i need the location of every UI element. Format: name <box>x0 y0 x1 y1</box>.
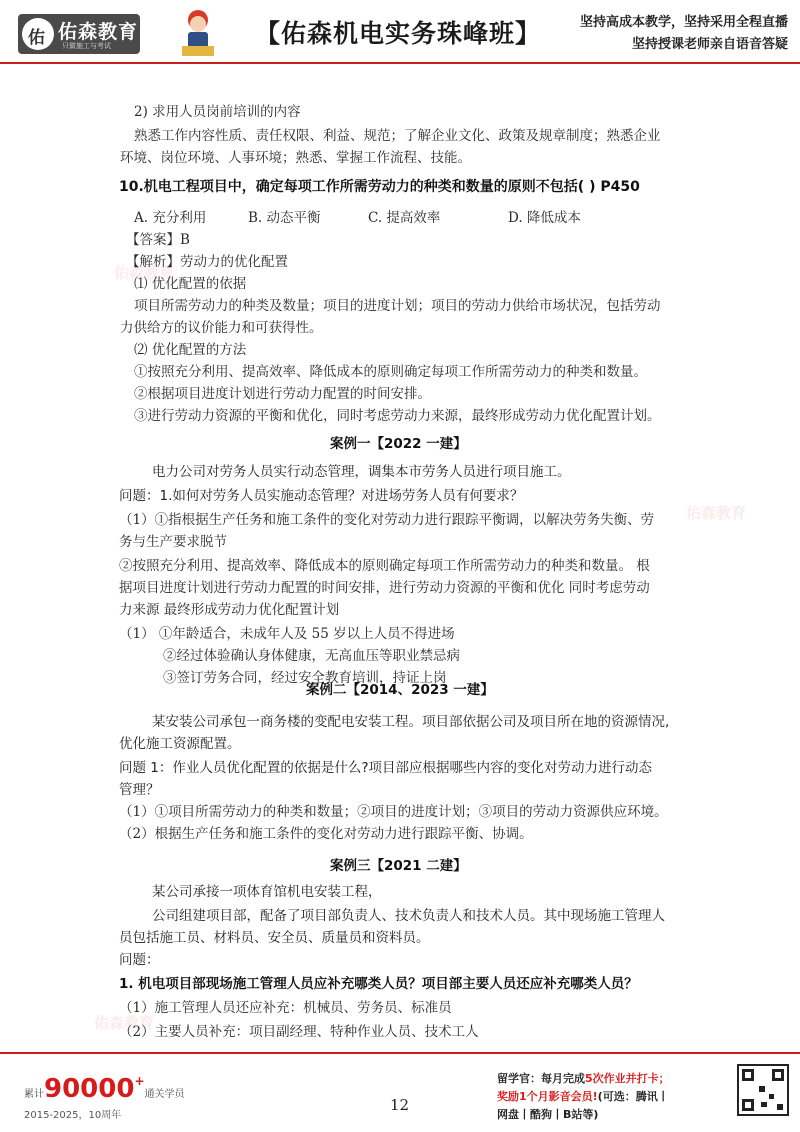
question-10: 10.机电工程项目中，确定每项工作所需劳动力的种类和数量的原则不包括( ) P450 <box>119 179 640 195</box>
promo-text: (可选：腾讯丨 <box>597 1090 669 1103</box>
list-item: ①按照充分利用、提高效率、降低成本的原则确定每项工作所需劳动力的种类和数量。 <box>134 364 647 380</box>
paragraph: 力来源 最终形成劳动力优化配置计划 <box>119 602 340 618</box>
brand-logo <box>18 14 140 54</box>
promo-highlight: 5次作业并打卡； <box>585 1072 670 1085</box>
paragraph: 环境、岗位环境、人事环境；熟悉、掌握工作流程、技能。 <box>120 150 471 166</box>
slogan-line-2: 坚持授课老师亲自语音答疑 <box>631 37 788 52</box>
students-prefix: 累计 <box>24 1089 44 1100</box>
case-1-title: 案例一【2022 一建】 <box>330 436 467 452</box>
students-number: 90000 <box>44 1074 135 1104</box>
promo-line-1 <box>497 1070 670 1086</box>
promo-text: 留学官：每月完成 <box>497 1072 585 1085</box>
answer: 【答案】B <box>126 232 190 248</box>
years-label: 2015-2025，10周年 <box>24 1110 122 1121</box>
list-item: （2）主要人员补充：项目副经理、特种作业人员、技术工人 <box>119 1024 479 1040</box>
header-divider <box>0 62 800 64</box>
watermark: 佑森教育 <box>686 504 747 522</box>
list-item: ③进行劳动力资源的平衡和优化，同时考虑劳动力来源，最终形成劳动力优化配置计划。 <box>134 408 661 424</box>
paragraph: 某公司承接一项体育馆机电安装工程， <box>152 884 382 900</box>
promo-line-2 <box>497 1088 669 1104</box>
students-plus: + <box>134 1074 145 1088</box>
option-b: B. 动态平衡 <box>248 210 321 226</box>
analysis-subheading: ⑴ 优化配置的依据 <box>134 276 247 292</box>
case-2-title: 案例二【2014、2023 一建】 <box>306 682 494 698</box>
qr-code-icon <box>737 1064 789 1116</box>
paragraph: 某安装公司承包一商务楼的变配电安装工程。项目部依据公司及项目所在地的资源情况, <box>152 714 670 730</box>
paragraph: （1）①指根据生产任务和施工条件的变化对劳动力进行跟踪平衡调，以解决劳务失衡、劳 <box>119 512 655 528</box>
list-item: （1）①项目所需劳动力的种类和数量；②项目的进度计划；③项目的劳动力资源供应环境。 <box>119 804 668 820</box>
students-suffix: 通关学员 <box>144 1089 185 1100</box>
paragraph: 项目所需劳动力的种类及数量；项目的进度计划；项目的劳动力供给市场状况，包括劳动 <box>134 298 661 314</box>
logo-text: 佑森教育 <box>58 21 139 43</box>
paragraph: 务与生产要求脱节 <box>119 534 227 550</box>
document-body <box>0 66 800 1046</box>
logo-subtitle: 只做施工与考试 <box>62 42 111 50</box>
watermark: 佑森教育 <box>114 264 175 282</box>
list-item: （1） ①年龄适合，未成年人及 55 岁以上人员不得进场 <box>119 626 455 642</box>
paragraph: 力供给方的议价能力和可获得性。 <box>120 320 323 336</box>
page-footer <box>0 1052 800 1132</box>
question: 问题 1：作业人员优化配置的依据是什么?项目部应根据哪些内容的变化对劳动力进行动态 <box>119 760 653 776</box>
list-item: ②经过体验确认身体健康，无高血压等职业禁忌病 <box>163 648 460 664</box>
paragraph: ②按照充分利用、提高效率、降低成本的原则确定每项工作所需劳动力的种类和数量。 根 <box>119 558 650 574</box>
list-item: （2）根据生产任务和施工条件的变化对劳动力进行跟踪平衡、协调。 <box>119 826 533 842</box>
question: 管理？ <box>119 782 160 798</box>
analysis-subheading: ⑵ 优化配置的方法 <box>134 342 247 358</box>
paragraph: 电力公司对劳务人员实行动态管理，调集本市劳务人员进行项目施工。 <box>152 464 571 480</box>
logo-seal-icon <box>22 18 54 50</box>
paragraph: 据项目进度计划进行劳动力配置的时间安排，进行劳动力资源的平衡和优化 同时考虑劳动 <box>119 580 650 596</box>
option-c: C. 提高效率 <box>368 210 441 226</box>
question: 1. 机电项目部现场施工管理人员应补充哪类人员？项目部主要人员还应补充哪类人员？ <box>119 976 638 992</box>
paragraph: 熟悉工作内容性质、责任权限、利益、规范；了解企业文化、政策及规章制度；熟悉企业 <box>134 128 661 144</box>
list-item: （1）施工管理人员还应补充：机械员、劳务员、标准员 <box>119 1000 452 1016</box>
analysis-heading: 【解析】劳动力的优化配置 <box>126 254 288 270</box>
option-a: A. 充分利用 <box>134 210 207 226</box>
paragraph: 员包括施工员、材料员、安全员、质量员和资料员。 <box>119 930 430 946</box>
list-item: ③签订劳务合同，经过安全教育培训，持证上岗 <box>163 670 447 686</box>
paragraph: 公司组建项目部，配备了项目部负责人、技术负责人和技术人员。其中现场施工管理人 <box>152 908 665 924</box>
watermark: 佑森教育 <box>94 1014 155 1032</box>
page-number: 12 <box>390 1096 410 1114</box>
option-d: D. 降低成本 <box>508 210 581 226</box>
students-count <box>24 1074 185 1104</box>
paragraph: 优化施工资源配置。 <box>119 736 241 752</box>
footer-divider <box>0 1052 800 1054</box>
header-title: 【佑森机电实务珠峰班】 <box>255 19 542 48</box>
list-item: ②根据项目进度计划进行劳动力配置的时间安排。 <box>134 386 431 402</box>
promo-highlight: 奖励1个月影音会员! <box>497 1090 598 1103</box>
section-heading: 2) 求用人员岗前培训的内容 <box>134 104 301 120</box>
question-label: 问题： <box>119 952 160 968</box>
logo-seal-char: 佑 <box>28 28 45 48</box>
question: 问题：1.如何对劳务人员实施动态管理？对进场劳务人员有何要求？ <box>119 488 524 504</box>
mascot-icon <box>176 6 220 58</box>
case-3-title: 案例三【2021 二建】 <box>330 858 467 874</box>
slogan-line-1: 坚持高成本教学，坚持采用全程直播 <box>579 15 788 30</box>
promo-line-3: 网盘丨酷狗丨B站等) <box>497 1108 599 1121</box>
page-header <box>0 0 800 66</box>
